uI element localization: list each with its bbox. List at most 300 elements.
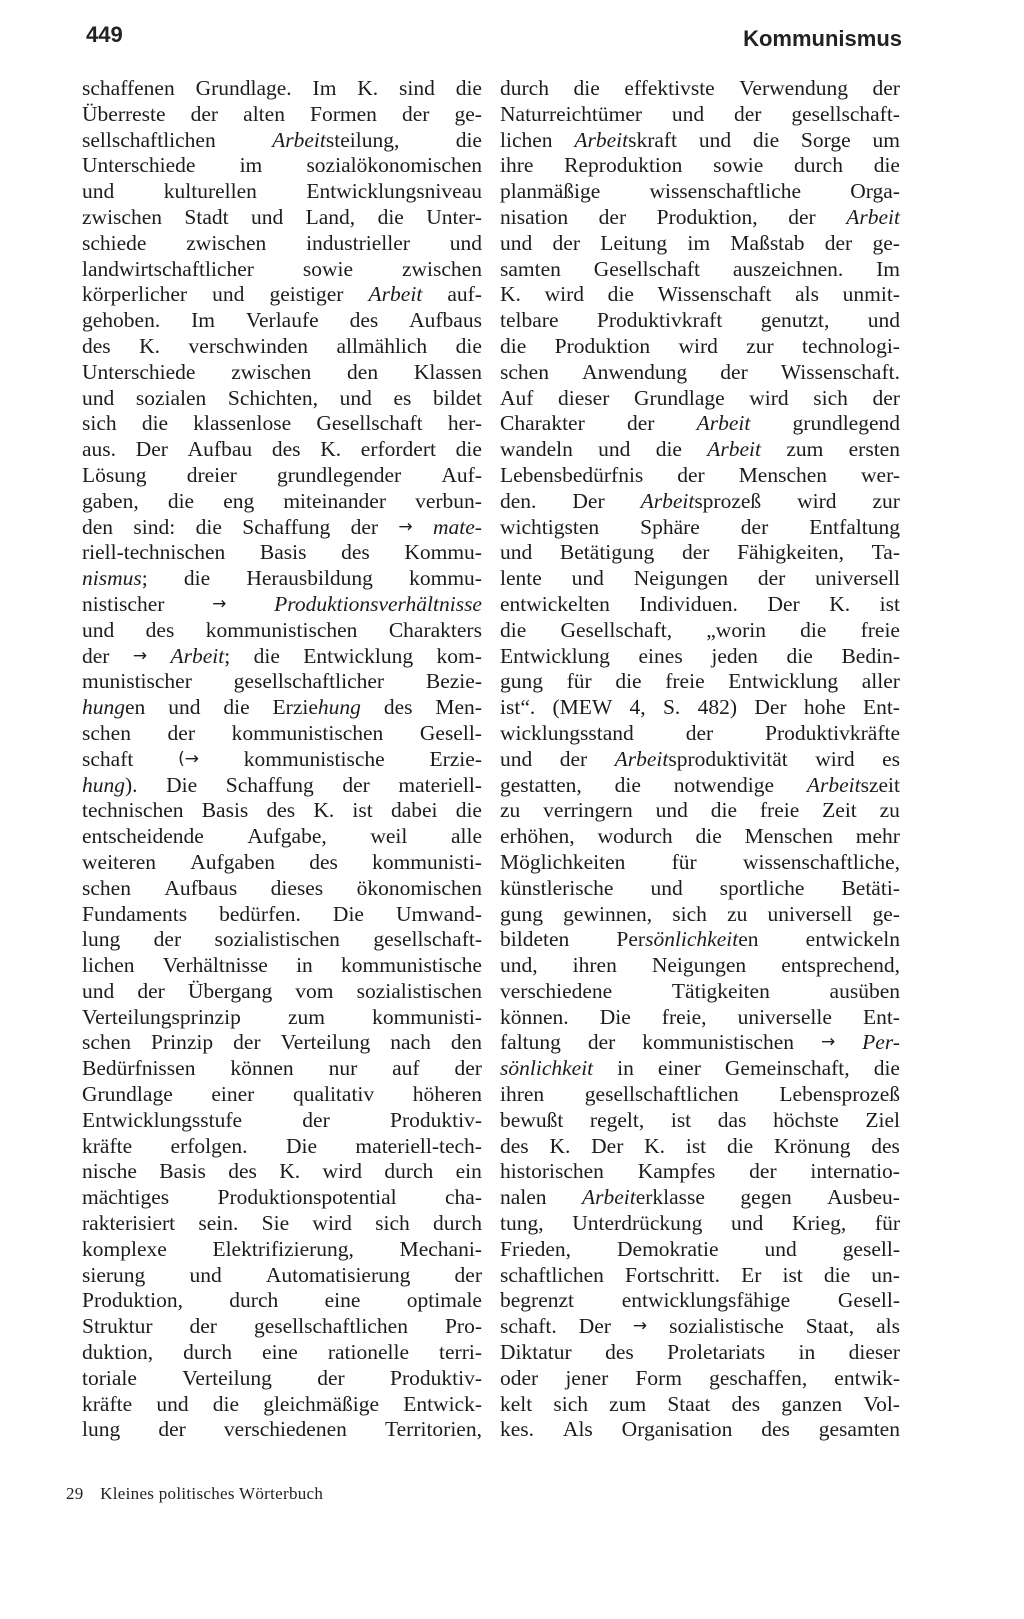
word: Entfaltung [809,514,900,539]
text-line [82,618,482,644]
word: Gesell- [419,720,482,745]
word: auf [392,1056,420,1081]
word: der [190,101,219,126]
word: der [302,1107,330,1132]
word: eine [324,1288,361,1313]
book-title: Kleines politisches Wörterbuch [100,1484,324,1503]
text-line [500,721,900,747]
word: sind: [133,514,176,539]
text-line [82,1288,482,1314]
word: Arbeit [846,204,900,229]
word: regelt, [589,1107,645,1132]
word: gesellschaftlichen [584,1082,739,1107]
word: Der [754,695,787,720]
word: gung [500,669,543,694]
word: sich [813,385,848,410]
word: kommunistischen [642,1030,794,1055]
text-line [82,1211,482,1237]
word: um [872,127,900,152]
word: entwickelten [500,591,610,616]
word: sowie [713,153,764,178]
word: und [671,101,705,126]
text-line [82,876,482,902]
word: zum [287,1004,325,1029]
word: Men- [435,695,482,720]
word: wird [797,488,837,513]
word: zwischen [82,204,162,229]
word: gesellschaftlichen [253,1314,408,1339]
word: Frieden, [500,1236,572,1261]
word: Ausbeu- [827,1185,900,1210]
word: die [726,1133,754,1158]
word: Arbeit [707,437,762,462]
word: Verlaufe [245,308,319,333]
word: schen [82,720,131,745]
word: und [500,540,533,565]
word: Produktiv- [390,1365,482,1390]
word: Klassen [413,359,482,384]
word: Schichten, [227,385,319,410]
word: Entwicklungsniveau [306,179,482,204]
word: und, [500,953,538,978]
word: auszeichnen. [732,256,844,281]
word: Produktion, [82,1288,183,1313]
word: alten [243,101,285,126]
word: nistischer [82,591,165,616]
text-line [82,386,482,412]
word: der [350,514,379,539]
text-line [500,515,900,541]
word: sellschaftlichen [82,127,216,152]
word: und [655,798,688,823]
word: und [571,566,604,591]
word: Grundlage [82,1082,173,1107]
text-line [82,1314,482,1340]
word: cha- [445,1185,482,1210]
word: der [189,1314,217,1339]
word: technischen [82,798,184,823]
word: schen [82,1030,131,1055]
word: dabei [390,798,438,823]
word: der [824,230,853,255]
word: Persönlichkeiten [616,927,759,952]
word: durch [794,153,843,178]
word: Basis [259,540,307,565]
word: ist“. [500,695,536,720]
word: wird [312,1211,352,1236]
word: verschwinden [188,333,308,358]
word: K. [320,437,342,462]
word: des [145,617,175,642]
word: Staat, [805,1314,855,1339]
word: die [614,772,641,797]
word: freie [860,617,900,642]
word: kommunisti- [372,1004,482,1029]
word: Umwand- [395,901,482,926]
word: in [798,1340,816,1365]
word: und [339,385,372,410]
word: der [749,1159,777,1184]
word: K. [313,798,335,823]
word: Der [135,437,168,462]
word: Krieg, [791,1211,847,1236]
word: auf- [447,282,482,307]
text-line [82,1005,482,1031]
word: gleichmäßige [263,1391,380,1416]
word: K. [139,333,161,358]
word: Wissenschaft [657,282,772,307]
word: Entwicklungsstufe [82,1107,243,1132]
word: des [228,1159,257,1184]
word: der [734,101,762,126]
word: geschaffen, [709,1365,808,1390]
page-number: 449 [86,22,123,47]
text-line [82,721,482,747]
word: Mechani- [399,1236,482,1261]
text-line [500,850,900,876]
word: kommunistische [243,746,385,771]
word: den [347,359,379,384]
word: Charakter [500,411,585,436]
word: jeden [711,643,758,668]
word: jener [565,1365,609,1390]
word: bewußt [500,1107,564,1132]
running-head: Kommunismus [743,26,902,51]
text-line [82,282,482,308]
word: ge- [454,101,482,126]
word: für [874,1211,900,1236]
text-line [500,798,900,824]
word: und [82,617,115,642]
word: Produktion, [656,204,758,229]
word: körperlicher [82,282,188,307]
text-line [82,540,482,566]
word: der [598,204,627,229]
text-line [500,1237,900,1263]
word: gaben, [82,488,139,513]
word: als [876,1314,900,1339]
word: Unter- [426,204,482,229]
text-line [82,515,482,541]
text-line [500,1211,900,1237]
text-line [82,128,482,154]
word: kom- [436,643,482,668]
word: Auf [500,385,534,410]
word: die [500,333,527,358]
word: des [341,540,370,565]
word: technologi- [802,333,900,358]
word: Neigungen [633,566,729,591]
word: Basis [201,798,249,823]
word: mehr [855,824,900,849]
word: ihre [500,153,534,178]
word: höheren [412,1082,482,1107]
text-line [500,1056,900,1082]
text-line [82,1082,482,1108]
text-line [82,695,482,721]
word: schen [500,359,549,384]
word: telbare [500,308,559,333]
word: faltung [500,1030,561,1055]
text-line [500,618,900,644]
word: hung). [82,772,138,797]
word: Fortschritt. [624,1262,720,1287]
word: die [786,643,813,668]
word: Arbeitsprozeß [640,488,762,513]
word: Ent- [862,695,900,720]
word: Erzie- [429,746,482,771]
word: die [710,798,737,823]
word: und [82,978,115,1003]
word: Individuen. [639,591,738,616]
word: des [871,1133,900,1158]
word: Arbeiterklasse [581,1185,705,1210]
word: kommunisti- [372,849,482,874]
word: zum [609,1391,647,1416]
word: optimale [406,1288,482,1313]
text-line [500,1314,900,1340]
word: im [687,230,711,255]
word: ausüben [829,978,900,1003]
word: kulturellen [163,179,257,204]
word: sich [672,901,707,926]
text-line [82,231,482,257]
word: die [573,76,600,100]
word: kräfte [82,1133,133,1158]
text-line [500,153,900,179]
word: die [455,76,482,100]
word: des [266,798,296,823]
word: weiteren [82,849,157,874]
word: ihren [572,953,617,978]
word: die [455,798,482,823]
word: die [377,204,404,229]
text-line [82,644,482,670]
word: schiede [82,230,147,255]
word: kommunistischen [205,617,358,642]
word: freie, [661,1004,707,1029]
text-line [82,153,482,179]
text-line [82,953,482,979]
word: im [239,153,263,178]
word: aus. [82,437,117,462]
word: planmäßige [500,179,601,204]
word: Sorge [800,127,851,152]
text-line [82,824,482,850]
word: Im [191,308,215,333]
word: des [82,333,111,358]
word: kelt [500,1391,533,1416]
left-column [82,76,482,1443]
word: Schaffung [242,514,331,539]
word: verschiedene [500,978,613,1003]
word: Im [876,256,900,281]
word: Basis [159,1159,206,1184]
text-line [500,644,900,670]
text-line [82,592,482,618]
word: sind [399,76,435,100]
word: zwischen [401,256,482,281]
word: Der [591,1133,624,1158]
word: Automatisierung [265,1262,411,1287]
text-line [82,669,482,695]
word: für [566,669,592,694]
word: sozialen [135,385,207,410]
word: Arbeitsteilung, [272,127,400,152]
word: ge- [872,230,900,255]
word: miteinander [283,488,387,513]
word: geistiger [269,282,344,307]
word: für [671,849,697,874]
word: wicklungsstand [500,720,634,745]
word: Bedin- [841,643,900,668]
word: ist [670,1107,692,1132]
word: Demokratie [617,1236,719,1261]
word: weil [370,824,408,849]
text-line [82,1392,482,1418]
word: Bezie- [425,669,482,694]
word: Maßstab [730,230,805,255]
word: Diktatur [500,1340,572,1365]
word: Produktion [554,333,651,358]
word: nalen [500,1185,547,1210]
word: riell-technischen [82,540,226,565]
word: Unterdrückung [572,1211,703,1236]
word: Betätigung [559,540,655,565]
word: Verhältnisse [162,953,268,978]
word: Fundaments [82,901,188,926]
word: Proletariats [667,1340,766,1365]
word: historischen [500,1159,604,1184]
text-line [82,1030,482,1056]
word: Verwendung [739,76,848,100]
word: künstlerische [500,875,614,900]
word: Betäti- [841,875,900,900]
word: Gesellschaft, [560,617,673,642]
word: oder [500,1365,539,1390]
word: wer- [861,462,900,487]
word: Sie [261,1211,290,1236]
text-line [500,1030,900,1056]
word: Die [332,901,364,926]
word: wird [544,282,584,307]
word: gestatten, [500,772,582,797]
word: der [626,411,655,436]
word: Verteilung [280,1030,371,1055]
word: gehoben. [82,308,161,333]
word: der [740,514,769,539]
word: Gemeinschaft, [724,1056,850,1081]
word: des [383,695,413,720]
word: der [681,540,710,565]
word: die [615,669,642,694]
word: Krönung [774,1133,851,1158]
word: freie [665,669,705,694]
text-line [500,1288,900,1314]
word: und [500,746,533,771]
word: die [800,617,827,642]
word: sich [375,1211,410,1236]
word: Grundlage [633,385,725,410]
text-line [82,1237,482,1263]
word: zum [786,437,824,462]
word: der [685,720,714,745]
word: Arbeit; [170,643,231,668]
word: begrenzt [500,1288,575,1313]
word: S. [662,695,681,720]
word: (MEW [552,695,613,720]
word: dieses [270,875,324,900]
word: die [607,282,634,307]
word: Der [572,488,605,513]
word: sich [82,411,117,436]
word: gesell- [842,1236,900,1261]
word: entwik- [834,1365,900,1390]
text-line [82,437,482,463]
word: Lösung [82,462,147,487]
word: Aufgaben [190,849,275,874]
word: Leitung [600,230,668,255]
word: zur [746,333,774,358]
text-line [500,1082,900,1108]
text-line [500,257,900,283]
word: kommunistische [341,953,482,978]
word: universelle [737,1004,832,1029]
word: ist [685,1133,707,1158]
word: entwicklungsfähige [621,1288,791,1313]
word: können [230,1056,294,1081]
text-line [82,1134,482,1160]
word: „worin [706,617,766,642]
text-line [500,334,900,360]
word: Aufbaus [409,308,482,333]
word: des [271,437,301,462]
word: den. [500,488,537,513]
word: den [82,514,114,539]
word: es [882,746,900,771]
text-line [82,850,482,876]
word: dreier [186,462,237,487]
word: und [250,204,284,229]
word: das [717,1107,747,1132]
word: universell [815,566,900,591]
word: gegen [740,1185,792,1210]
word: Menschen [744,824,833,849]
text-line [82,1108,482,1134]
word: Arbeitskraft [574,127,678,152]
word: bildeten [500,927,570,952]
text-line [82,205,482,231]
word: der [454,1262,482,1287]
text-line [500,773,900,799]
word: kräfte [82,1391,133,1416]
word: munistischer [82,669,192,694]
word: der [158,1417,186,1442]
word: lung [82,927,121,952]
word: K. [829,591,851,616]
word: hungen [82,695,146,720]
word: Ziel [865,1107,900,1132]
word: Produktionspotential [217,1185,397,1210]
word: Ent- [862,1004,900,1029]
word: Fähigkeiten, [737,540,844,565]
word: kommunistischen [231,720,384,745]
word: universell [767,901,853,926]
word: wird [322,1159,362,1184]
word: der [153,927,182,952]
text-line [500,824,900,850]
word: sierung [82,1262,146,1287]
